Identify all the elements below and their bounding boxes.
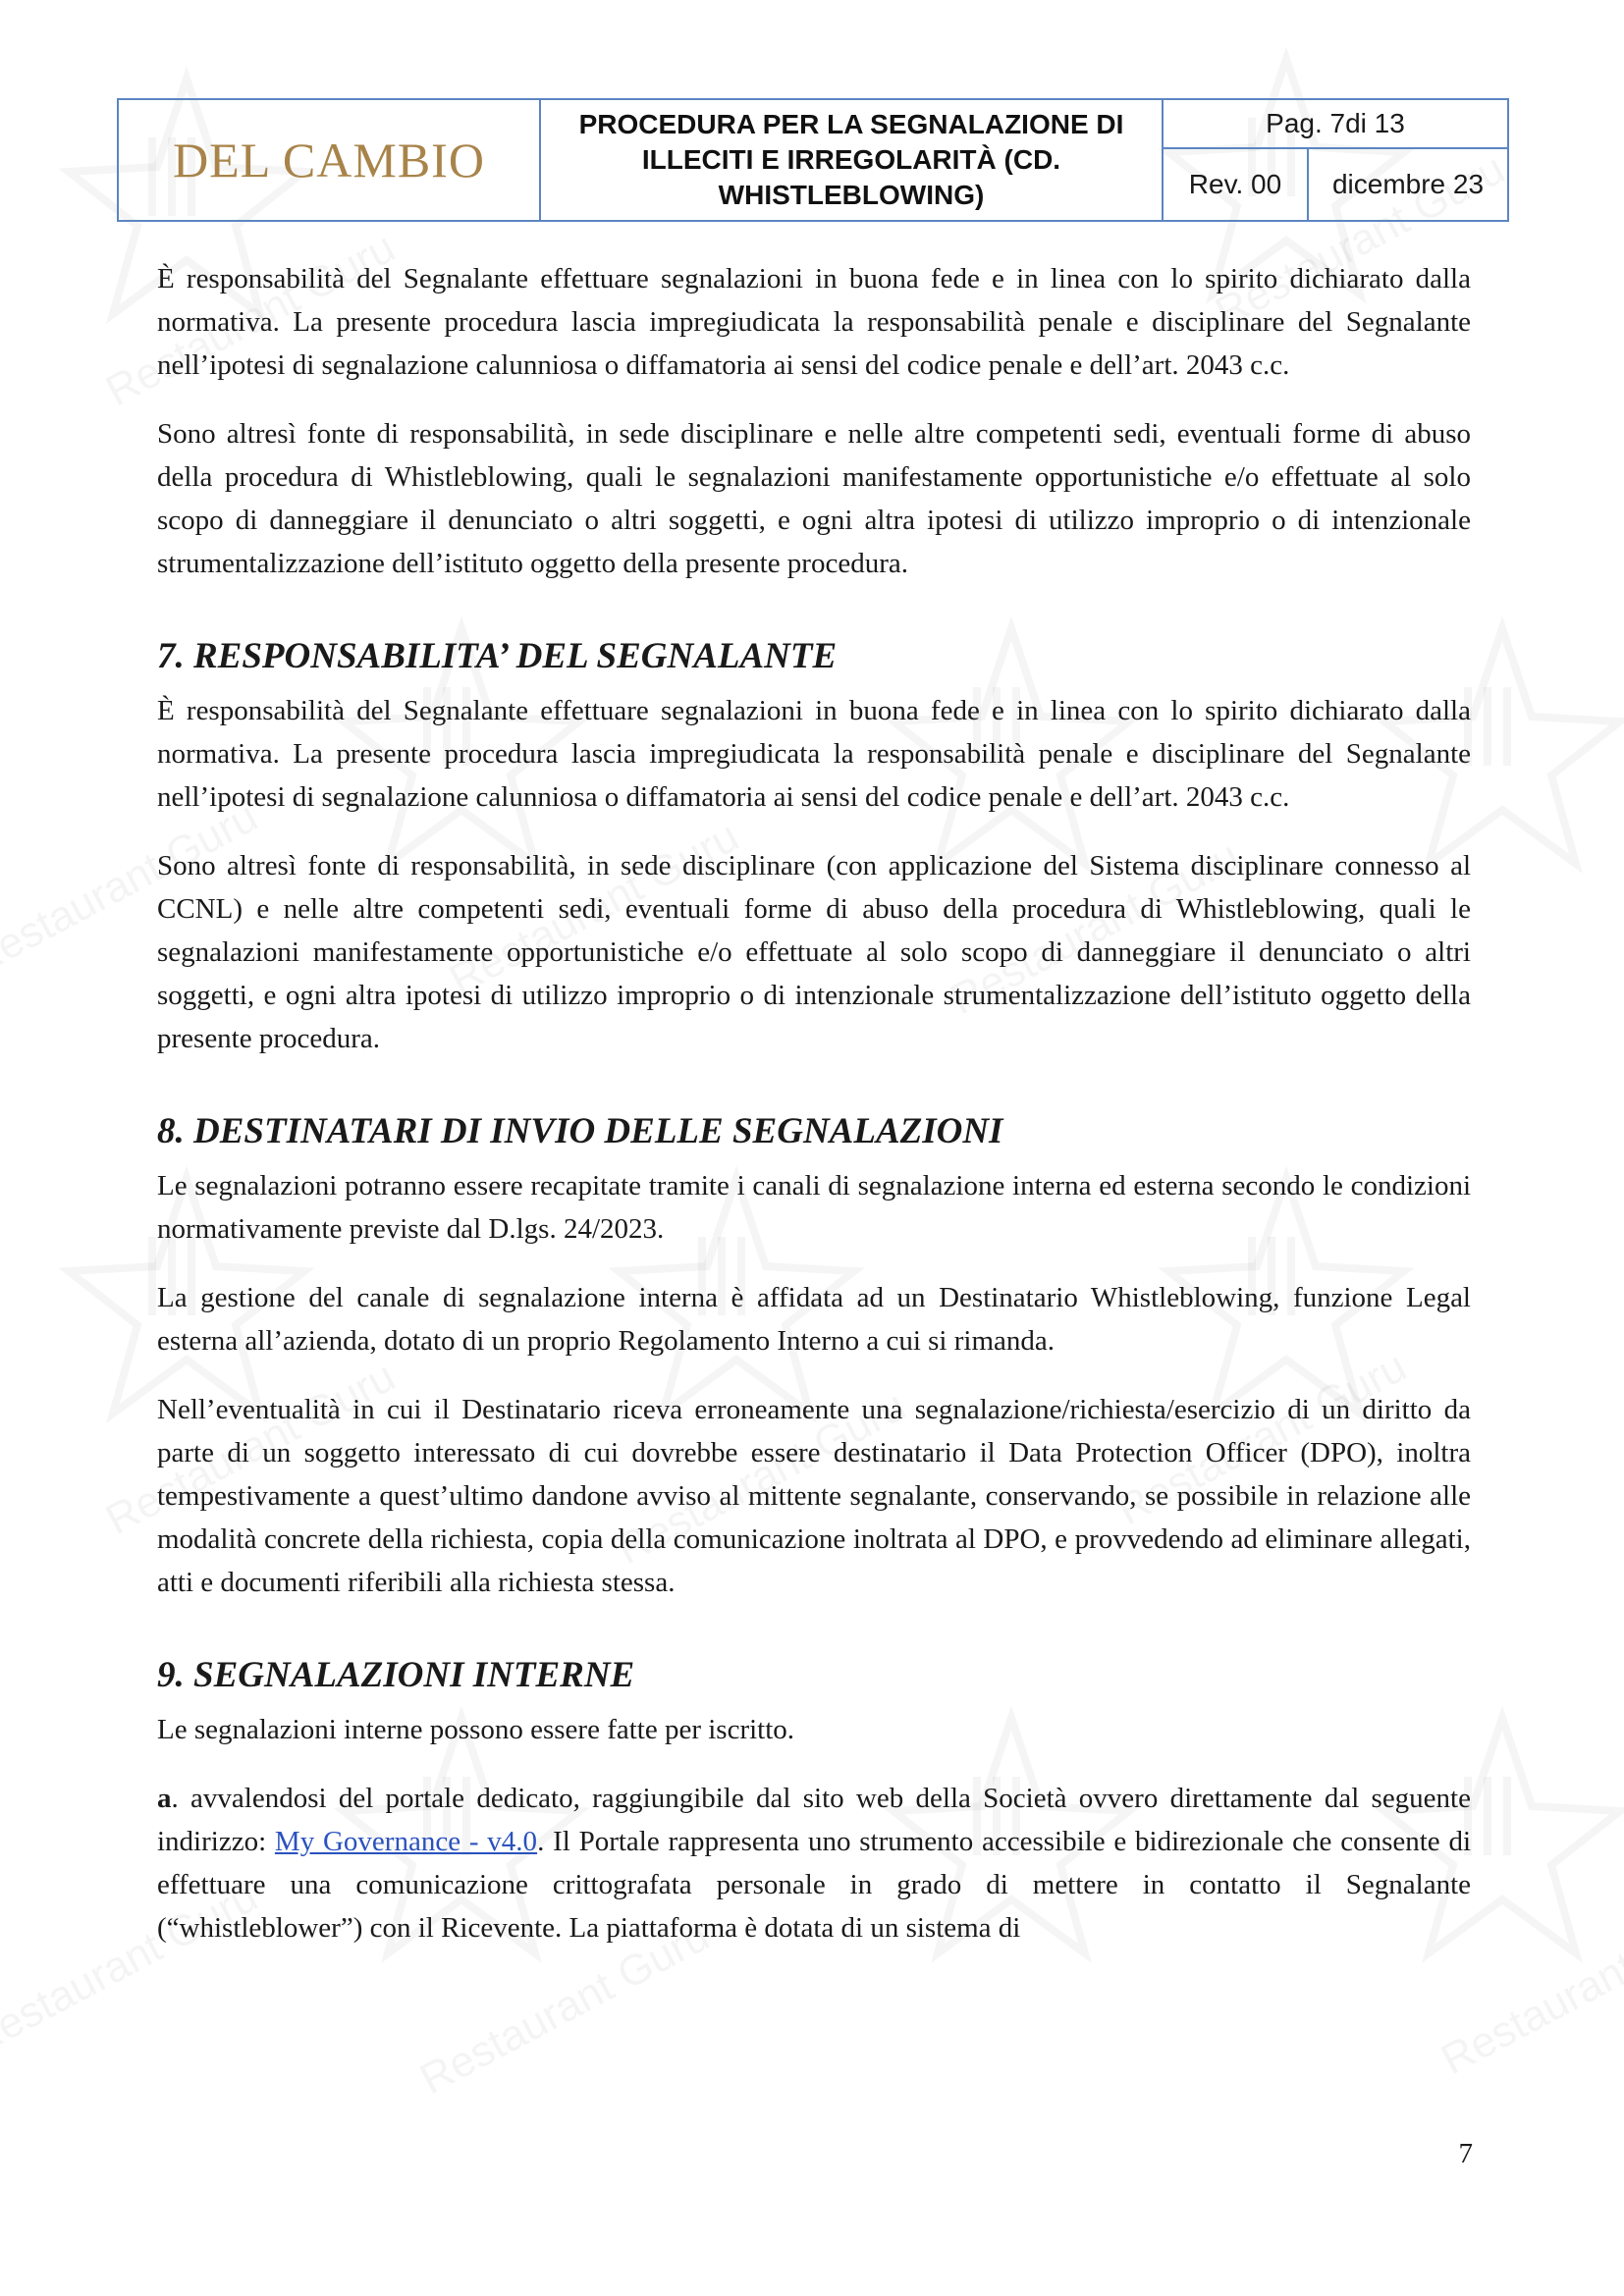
document-body — [157, 257, 1471, 1975]
document-header — [117, 98, 1509, 222]
revision-date: dicembre 23 — [1331, 169, 1485, 199]
portal-link[interactable]: My Governance - v4.0 — [274, 1826, 538, 1857]
paragraph: Le segnalazioni interne possono essere fatte per iscritto. — [157, 1714, 795, 1745]
document-meta-cell — [1164, 100, 1507, 220]
section-heading: 8. DESTINATARI DI INVIO DELLE SEGNALAZIONI — [157, 1111, 1003, 1151]
paragraph: Nell’eventualità in cui il Destinatario riceva erroneamente una segnalazione/richiesta/esercizio di un diritto da parte di un soggetto interessato di cui dovrebbe essere destinatario il Data Protection Officer (DPO), inoltra tempestivamente a quest’ultimo dandone avviso al mittente segnalante, conservando, se possibile in relazione alle modalità concrete della richiesta, copia della comunicazione inoltrata al DPO, e provvedendo ad eliminare allegati, atti e documenti riferibili alla richiesta stessa. — [157, 1394, 1471, 1598]
paragraph: È responsabilità del Segnalante effettuare segnalazioni in buona fede e in linea con lo spirito dichiarato dalla normativa. La presente procedura lascia impregiudicata la responsabilità penale e disciplinare del Segnalante nell’ipotesi di segnalazione calunniosa o diffamatoria ai sensi del codice penale e dell’art. 2043 c.c. — [157, 263, 1471, 381]
company-logo: DEL CAMBIO — [173, 133, 485, 187]
paragraph: È responsabilità del Segnalante effettuare segnalazioni in buona fede e in linea con lo spirito dichiarato dalla normativa. La presente procedura lascia impregiudicata la responsabilità penale e disciplinare del Segnalante nell’ipotesi di segnalazione calunniosa o diffamatoria ai sensi del codice penale e dell’art. 2043 c.c. — [157, 695, 1471, 813]
paragraph: Sono altresì fonte di responsabilità, in sede disciplinare e nelle altre competenti sedi, eventuali forme di abuso della procedura di Whistleblowing, quali le segnalazioni manifestamente opportunistiche e/o effettuate al solo scopo di danneggiare il denunciato o altri soggetti, e ogni altra ipotesi di utilizzo improprio o di intenzionale strumentalizzazione dell’istituto oggetto della presente procedura. — [157, 418, 1471, 579]
logo-cell — [119, 100, 541, 220]
section-heading: 9. SEGNALAZIONI INTERNE — [157, 1655, 635, 1695]
page-indicator: Pag. 7di 13 — [1164, 100, 1507, 149]
revision-row — [1164, 149, 1507, 220]
title-line: ILLECITI E IRREGOLARITÀ (CD. — [641, 144, 1061, 175]
revision-label: Rev. 00 — [1164, 149, 1309, 220]
document-title — [579, 107, 1124, 213]
document-title-cell — [541, 100, 1164, 220]
paragraph-list-item-a — [157, 1777, 1471, 1949]
paragraph: La gestione del canale di segnalazione interna è affidata ad un Destinatario Whistleblowing, funzione Legal esterna all’azienda, dotato di un proprio Regolamento Interno a cui si rimanda. — [157, 1282, 1471, 1357]
paragraph: Sono altresì fonte di responsabilità, in sede disciplinare (con applicazione del Sistema disciplinare connesso al CCNL) e nelle altre competenti sedi, eventuali forme di abuso della procedura di Whistleblowing, quali le segnalazioni manifestamente opportunistiche e/o effettuate al solo scopo di danneggiare il denunciato o altri soggetti, e ogni altra ipotesi di utilizzo improprio o di intenzionale strumentalizzazione dell’istituto oggetto della presente procedura. — [157, 850, 1471, 1054]
section-heading: 7. RESPONSABILITA’ DEL SEGNALANTE — [157, 636, 838, 676]
page-number: 7 — [1458, 2138, 1473, 2169]
list-marker: a — [157, 1783, 172, 1814]
title-line: WHISTLEBLOWING) — [718, 180, 985, 210]
list-item-text: . Il Portale rappresenta uno strumento accessibile e bidirezionale che consente di effettuare una comunicazione crittografata personale in grado di mettere in contatto il Segnalante (“whistleblower”) con il Ricevente. La piattaforma è dotata di un sistema di — [157, 1826, 1472, 1944]
list-item-text: . avvalendosi del portale dedicato, raggiungibile dal sito web della Società ovvero direttamente dal seguente indirizzo: — [157, 1783, 1471, 1857]
paragraph: Le segnalazioni potranno essere recapitate tramite i canali di segnalazione interna ed esterna secondo le condizioni normativamente previste dal D.lgs. 24/2023. — [157, 1170, 1471, 1245]
title-line: PROCEDURA PER LA SEGNALAZIONE DI — [578, 109, 1124, 139]
